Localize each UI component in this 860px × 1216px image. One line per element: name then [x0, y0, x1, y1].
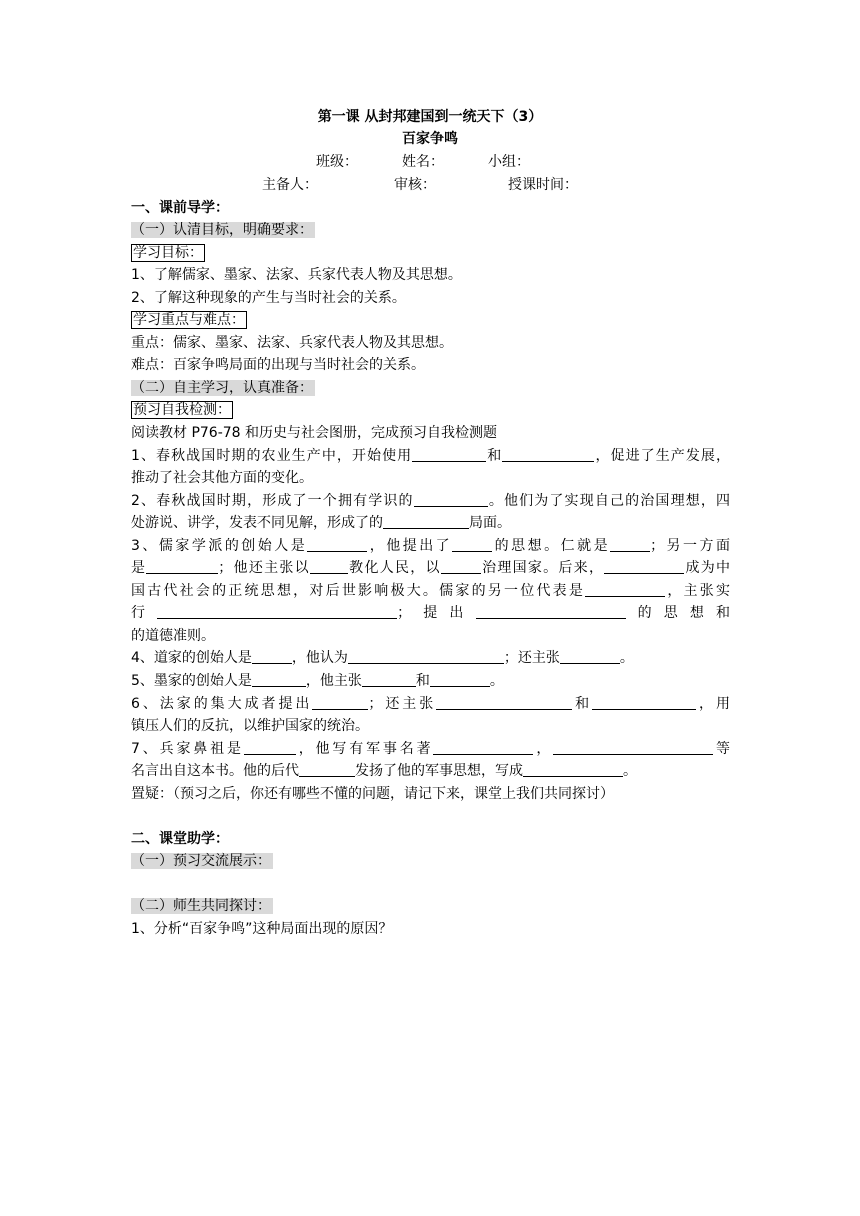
reading-instruction: 阅读教材 P76-78 和历史与社会图册，完成预习自我检测题: [131, 425, 498, 441]
key-point: 重点：儒家、墨家、法家、兵家代表人物及其思想。: [131, 335, 453, 351]
question-2-line-2: 处游说、讲学，发表不同见解，形成了的 局面。: [131, 515, 511, 531]
answer-blank[interactable]: [592, 694, 696, 710]
time-label: 授课时间：: [508, 177, 578, 193]
answer-blank[interactable]: [348, 648, 504, 664]
answer-blank[interactable]: [452, 536, 492, 552]
lesson-subtitle: 百家争鸣: [402, 131, 458, 147]
question-6-line-1: 6、法家的集大成者提出 ；还主张 和 ，用: [131, 696, 730, 712]
question-3-line-3: 国古代社会的正统思想，对后世影响极大。儒家的另一位代表是 ，主张实: [131, 583, 730, 599]
key-box-label: 学习重点与难点：: [133, 312, 245, 328]
name-label: 姓名：: [402, 154, 444, 170]
answer-blank[interactable]: [252, 648, 292, 664]
info-line-1: [316, 151, 530, 173]
question-5: 5、墨家的创始人是 ，他主张 和 。: [131, 673, 504, 689]
question-3-line-1: 3、儒家学派的创始人是 ，他提出了 的思想。仁就是 ；另一方面: [131, 538, 731, 554]
answer-blank[interactable]: [523, 761, 623, 777]
answer-blank[interactable]: [412, 446, 486, 462]
preparer-label: 主备人：: [262, 177, 318, 193]
answer-blank[interactable]: [441, 558, 481, 574]
answer-blank[interactable]: [299, 761, 355, 777]
doubt-prompt: 置疑：（预习之后，你还有哪些不懂的问题，请记下来，课堂上我们共同探讨）: [131, 786, 614, 802]
reviewer-label: 审核：: [394, 177, 436, 193]
question-2-line-1: 2、春秋战国时期，形成了一个拥有学识的 。他们为了实现自己的治国理想，四: [131, 493, 730, 509]
answer-blank[interactable]: [157, 603, 397, 619]
class-label: 班级：: [316, 154, 358, 170]
question-4: 4、道家的创始人是 ，他认为 ；还主张 。: [131, 650, 634, 666]
answer-blank[interactable]: [362, 671, 416, 687]
section-1-heading: 一、课前导学：: [131, 200, 229, 216]
answer-blank[interactable]: [383, 513, 469, 529]
goal-1: 1、了解儒家、墨家、法家、兵家代表人物及其思想。: [131, 267, 462, 283]
answer-blank[interactable]: [604, 558, 684, 574]
answer-blank[interactable]: [610, 536, 650, 552]
question-6-line-2: 镇压人们的反抗，以维护国家的统治。: [131, 718, 369, 734]
answer-blank[interactable]: [312, 694, 368, 710]
lesson-title: 第一课 从封邦建国到一统天下（3）: [317, 109, 543, 125]
goal-2: 2、了解这种现象的产生与当时社会的关系。: [131, 290, 406, 306]
section-2-heading: 二、课堂助学：: [131, 831, 229, 847]
answer-blank[interactable]: [307, 536, 367, 552]
self-check-box-label: 预习自我检测：: [133, 402, 231, 418]
question-3-line-4: 行 ；提出 的思想和: [131, 605, 730, 621]
question-7-line-2: 名言出自这本书。他的后代 发扬了他的军事思想，写成 。: [131, 763, 637, 779]
answer-blank[interactable]: [560, 648, 620, 664]
question-1-line-1: 1、春秋战国时期的农业生产中，开始使用 和 ，促进了生产发展，: [131, 448, 731, 464]
answer-blank[interactable]: [310, 558, 348, 574]
question-7-line-1: 7、兵家鼻祖是 ，他写有军事名著 ， 等: [131, 741, 731, 757]
answer-blank[interactable]: [430, 671, 490, 687]
question-1-line-2: 推动了社会其他方面的变化。: [131, 470, 313, 486]
answer-blank[interactable]: [502, 446, 594, 462]
discussion-question-1: 1、分析“百家争鸣”这种局面出现的原因？: [131, 921, 393, 937]
subsection-2-1: （一）预习交流展示：: [131, 853, 271, 869]
answer-blank[interactable]: [146, 558, 218, 574]
answer-blank[interactable]: [414, 491, 488, 507]
answer-blank[interactable]: [436, 694, 572, 710]
subsection-2-2: （二）师生共同探讨：: [131, 898, 271, 914]
subsection-1-1: （一）认清目标，明确要求：: [131, 222, 313, 238]
answer-blank[interactable]: [252, 671, 306, 687]
answer-blank[interactable]: [553, 739, 713, 755]
goals-box-label: 学习目标：: [133, 245, 203, 261]
group-label: 小组：: [488, 154, 530, 170]
difficulty-point: 难点：百家争鸣局面的出现与当时社会的关系。: [131, 357, 425, 373]
answer-blank[interactable]: [476, 603, 626, 619]
question-3-line-5: 的道德准则。: [131, 628, 215, 644]
question-3-line-2: 是 ；他还主张以 教化人民，以 治理国家。后来， 成为中: [131, 560, 731, 576]
info-line-2: [262, 174, 578, 196]
subsection-1-2: （二）自主学习，认真准备：: [131, 380, 313, 396]
answer-blank[interactable]: [585, 581, 665, 597]
answer-blank[interactable]: [433, 739, 533, 755]
answer-blank[interactable]: [244, 739, 296, 755]
